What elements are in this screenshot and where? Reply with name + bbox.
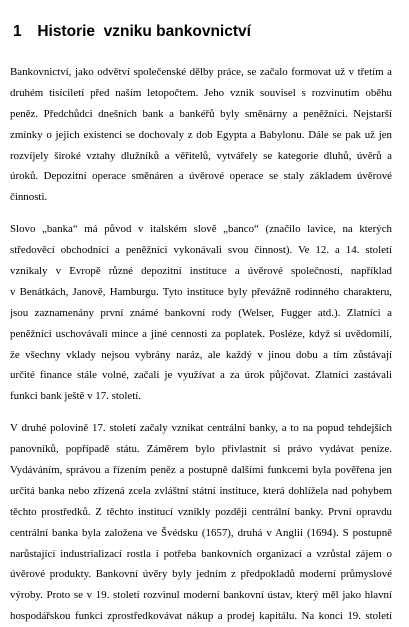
text-line: činnosti. <box>10 191 48 204</box>
paragraph-spacer <box>10 208 392 219</box>
text-line: peněžníci uschovávali mince a jiné cennosti za poplatek. Posléze, když si uvědomili, <box>10 327 392 340</box>
text-line: V druhé polovině 17. století začaly vznikat centrální banky, a to na popud tehdejších <box>10 422 392 435</box>
text-line: že všechny vklady nejsou vybrány naráz, ale každý v jinou dobu a tím zůstávají <box>10 348 392 361</box>
text-line: určité finance stále volné, začali je využívat a za úrok půjčovat. Zlatníci zastávali <box>10 369 392 382</box>
text-line: výroby. Proto se v 19. století rozvinul moderní bankovní ústav, který měl jako hlavní <box>10 589 392 602</box>
text-line: úroků. Depozitní operace směnáren a úvěrové operace se staly základem úvěrové <box>10 170 392 183</box>
text-line: těchto prostředků. Z těchto institucí vznikly později centrální banky. První opravdu <box>10 505 392 518</box>
section-title: Historie vzniku bankovnictví <box>37 23 251 40</box>
text-line: hospodářskou funkci zprostředkovávat nákup a prodej kapitálu. Na konci 19. století <box>10 610 392 623</box>
section-heading <box>13 22 251 42</box>
text-line: určitá banka nebo zřízená zcela zvláštní státní instituce, která dohlížela nad pohybem <box>10 484 392 497</box>
text-line: Bankovnictví, jako odvětví společenské dělby práce, se začalo formovat už v třetím a <box>10 66 392 78</box>
text-line: panovníků, popřípadě státu. Záměrem bylo přivlastnit si právo vydávat peníze. <box>10 443 392 456</box>
text-line: zmínky o jejich existenci se dochovaly z dob Egypta a Babylonu. Dále se pak už jen <box>10 128 392 141</box>
text-line: vznikaly v Evropě různé depozitní instituce a úvěrové společnosti, například <box>10 265 392 278</box>
text-line: funkci bank ještě v 17. století. <box>10 390 141 403</box>
text-line: středověcí obchodníci a peněžníci vykonávali svou činnost). Ve 12. a 14. století <box>10 244 392 257</box>
text-line: úvěrové produkty. Bankovní úvěry byly jedním z předpokladů moderní průmyslové <box>10 568 392 581</box>
paragraph-spacer <box>10 407 392 418</box>
section-number: 1 <box>13 23 22 40</box>
body-text <box>10 62 392 627</box>
paragraph <box>10 418 392 627</box>
paragraph <box>10 62 392 208</box>
text-line: v Benátkách, Janově, Hamburgu. Tyto instituce byly převážně rodinného charakteru, <box>10 285 392 298</box>
text-line: Vydáváním, správou a řízením peněz a postupně dalšími funkcemi byla pověřena jen <box>10 464 392 477</box>
text-line: Slovo „banka“ má původ v italském slově „banco“ (značilo lavice, na kterých <box>10 223 392 236</box>
paragraph <box>10 219 392 407</box>
text-line: druhém tisíciletí před naším letopočtem. Jeho vznik souvisel s rozvinutím oběhu <box>10 86 392 99</box>
text-line: peněz. Předchůdci dnešních bank a bankéřů byly směnárny a peněžníci. Nejstarší <box>10 107 392 120</box>
text-line: jsou zaznamenány první známé bankovní rody (Welser, Fugger atd.). Zlatníci a <box>10 306 392 319</box>
text-line: rozvíjely široké vztahy dlužníků a věřitelů, vytvářely se kategorie dluhů, úvěrů a <box>10 149 392 162</box>
text-line: narůstající industrializací rostla i potřeba bankovních organizací a vzrůstal zájem o <box>10 547 392 560</box>
text-line: centrální banka byla založena ve Švédsku (1657), druhá v Anglii (1694). S postupně <box>10 526 392 539</box>
